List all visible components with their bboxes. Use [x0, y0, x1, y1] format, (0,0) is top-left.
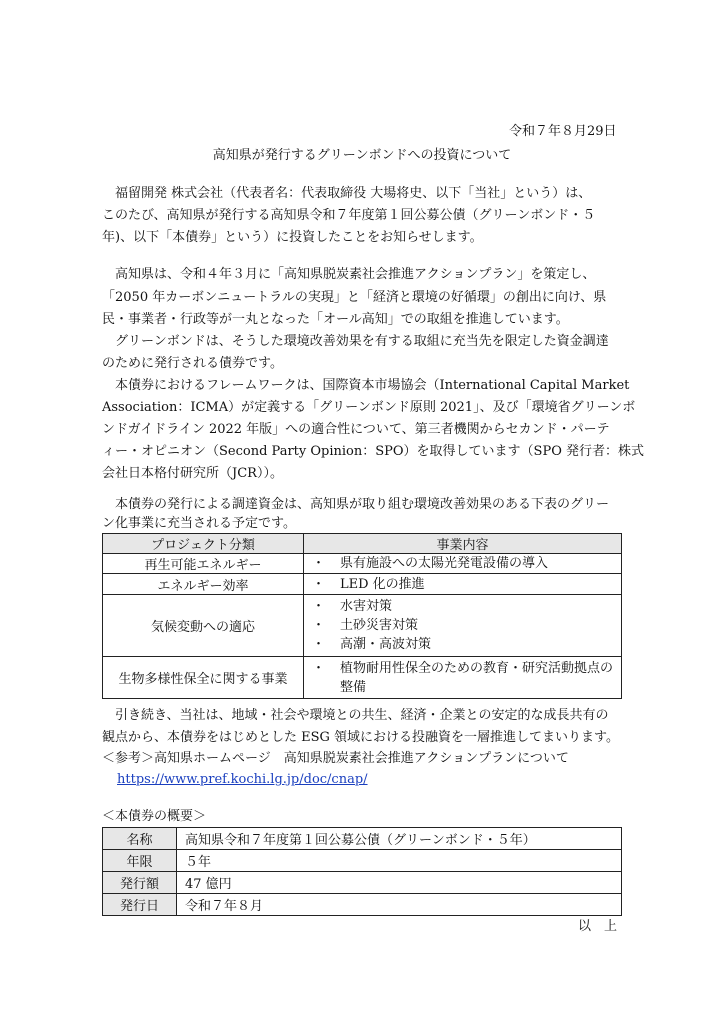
- table-row: [103, 657, 622, 699]
- table-row: [103, 872, 622, 894]
- body-line: グリーンボンドは、そうした環境改善効果を有する取組に充当先を限定した資金調達: [115, 334, 609, 349]
- document-title: 高知県が発行するグリーンボンドへの投資について: [212, 148, 512, 163]
- body-line: ィー・オピニオン（Second Party Opinion：SPO）を取得しています（SPO 発行者：株式: [102, 444, 644, 459]
- summary-key: 発行日: [103, 894, 177, 916]
- project-category: 気候変動への適応: [103, 595, 304, 657]
- project-table: [102, 533, 622, 699]
- document-date: 令和７年８月29日: [509, 124, 617, 139]
- body-line: ンドガイドライン 2022 年版」への適合性について、第三者機関からセカンド・パーテ: [102, 422, 610, 437]
- table-row: [103, 554, 622, 574]
- reference-link[interactable]: [117, 771, 368, 789]
- summary-heading: ＜本債券の概要＞: [102, 809, 207, 824]
- table-header-row: [103, 534, 622, 554]
- intro-line: このたび、高知県が発行する高知県令和７年度第１回公募公債（グリーンボンド・５: [102, 208, 596, 223]
- table-row: [103, 828, 622, 850]
- summary-value: 高知県令和７年度第１回公募公債（グリーンボンド・５年）: [177, 828, 622, 850]
- project-item: ・ 植物耐用性保全のための教育・研究活動拠点の: [311, 660, 613, 676]
- body-line: 本債券におけるフレームワークは、国際資本市場協会（International Capital Market: [115, 378, 630, 393]
- project-category: 生物多様性保全に関する事業: [103, 657, 304, 699]
- project-item: ・ 県有施設への太陽光発電設備の導入: [311, 556, 548, 571]
- body-line: 高知県は、令和４年３月に「高知県脱炭素社会推進アクションプラン」を策定し、: [115, 267, 596, 282]
- closing-line: 観点から、本債券をはじめとした ESG 領域における投融資を一層推進してまいります。: [102, 730, 620, 745]
- intro-line: 福留開発 株式会社（代表者名：代表取締役 大場将史、以下「当社」という）は、: [115, 186, 592, 201]
- reference-url[interactable]: https://www.pref.kochi.lg.jp/doc/cnap/: [117, 772, 368, 787]
- project-category: エネルギー効率: [103, 574, 304, 595]
- summary-value: 47 億円: [177, 872, 622, 894]
- summary-key: 年限: [103, 850, 177, 872]
- closing-line: 引き続き、当社は、地域・社会や環境との共生、経済・企業との安定的な成長共有の: [115, 708, 609, 723]
- table-row: [103, 894, 622, 916]
- summary-value: 令和７年８月: [177, 894, 622, 916]
- table-row: [103, 595, 622, 657]
- end-mark: 以 上: [578, 919, 618, 934]
- table-row: [103, 574, 622, 595]
- use-line: ン化事業に充当される予定です。: [102, 516, 296, 531]
- project-item: ・ 水害対策: [311, 599, 392, 614]
- body-line: 「2050 年カーボンニュートラルの実現」と「経済と環境の好循環」の創出に向け、県: [102, 290, 607, 305]
- table-row: [103, 850, 622, 872]
- use-line: 本債券の発行による調達資金は、高知県が取り組む環境改善効果のある下表のグリー: [115, 497, 610, 512]
- project-item: ・ 土砂災害対策: [311, 618, 418, 633]
- body-line: 会社日本格付研究所（JCR））。: [102, 466, 283, 481]
- intro-line: 年)、以下「本債券」という）に投資したことをお知らせします。: [102, 230, 483, 245]
- project-category: 再生可能エネルギー: [103, 554, 304, 574]
- body-line: Association：ICMA）が定義する「グリーンボンド原則 2021」、及び「環境省グリーンボ: [102, 400, 636, 415]
- project-item: ・ LED 化の推進: [311, 576, 425, 592]
- summary-value: ５年: [177, 850, 622, 872]
- summary-key: 発行額: [103, 872, 177, 894]
- table-header: プロジェクト分類: [103, 534, 304, 554]
- body-line: のために発行される債券です。: [102, 356, 283, 371]
- project-item-continuation: 整備: [339, 679, 366, 695]
- summary-table: [102, 827, 622, 916]
- reference-label: ＜参考＞高知県ホームページ 高知県脱炭素社会推進アクションプランについて: [102, 751, 569, 766]
- project-item: ・ 高潮・高波対策: [311, 637, 431, 652]
- summary-key: 名称: [103, 828, 177, 850]
- body-line: 民・事業者・行政等が一丸となった「オール高知」での取組を推進しています。: [102, 312, 569, 327]
- table-header: 事業内容: [303, 534, 621, 554]
